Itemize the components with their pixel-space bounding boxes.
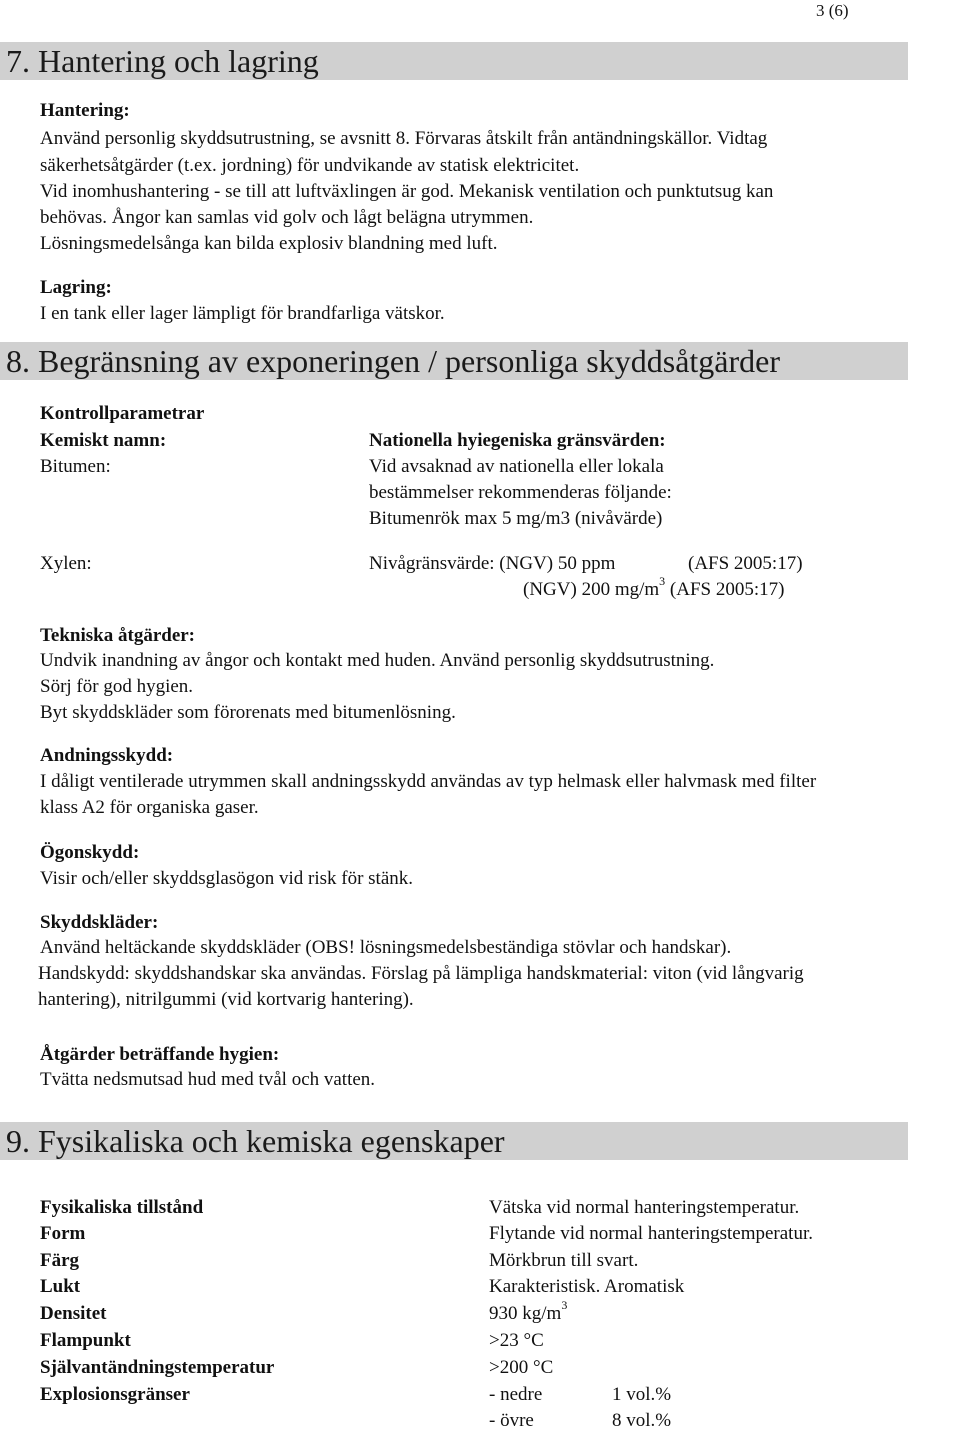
hantering-line: Använd personlig skyddsutrustning, se avsnitt 8. Förvaras åtskilt från antändningskällor. Vidtag xyxy=(40,128,768,149)
property-label: Flampunkt xyxy=(40,1330,131,1351)
bitumen-line: bestämmelser rekommenderas följande: xyxy=(369,482,672,503)
property-value: Mörkbrun till svart. xyxy=(489,1250,639,1271)
bitumen-line: Vid avsaknad av nationella eller lokala xyxy=(369,456,664,477)
property-label: Explosionsgränser xyxy=(40,1384,190,1405)
hantering-line: Lösningsmedelsånga kan bilda explosiv blandning med luft. xyxy=(40,233,498,254)
property-label: Densitet xyxy=(40,1303,107,1324)
hygien-heading: Åtgärder beträffande hygien: xyxy=(40,1044,280,1065)
lagring-text: I en tank eller lager lämpligt för brandfarliga vätskor. xyxy=(40,303,445,324)
explosion-upper-value: 8 vol.% xyxy=(612,1410,672,1431)
skydd-line: Använd heltäckande skyddskläder (OBS! lösningsmedelsbeständiga stövlar och handskar). xyxy=(40,937,732,958)
andning-line: klass A2 för organiska gaser. xyxy=(40,797,259,818)
lagring-heading: Lagring: xyxy=(40,277,112,298)
skydd-heading: Skyddskläder: xyxy=(40,912,159,933)
tekniska-line: Undvik inandning av ångor och kontakt med huden. Använd personlig skyddsutrustning. xyxy=(40,650,715,671)
property-label: Lukt xyxy=(40,1276,81,1297)
property-label: Form xyxy=(40,1223,86,1244)
property-value: Vätska vid normal hanteringstemperatur. xyxy=(489,1197,800,1218)
xylen-afs-1: (AFS 2005:17) xyxy=(688,553,803,574)
tekniska-line: Byt skyddskläder som förorenats med bitumenlösning. xyxy=(40,702,456,723)
explosion-upper-label: - övre xyxy=(489,1410,534,1431)
section-9-title: 9. Fysikaliska och kemiska egenskaper xyxy=(6,1123,505,1159)
skydd-line: Handskydd: skyddshandskar ska användas. Förslag på lämpliga handskmaterial: viton (vid långvarig xyxy=(38,963,804,984)
section-7-title: 7. Hantering och lagring xyxy=(6,43,319,79)
property-value: >23 °C xyxy=(489,1330,544,1351)
property-label: Fysikaliska tillstånd xyxy=(40,1197,204,1218)
hantering-line: Vid inomhushantering - se till att luftväxlingen är god. Mekanisk ventilation och punktutsug kan xyxy=(40,181,774,202)
hygien-text: Tvätta nedsmutsad hud med tvål och vatten. xyxy=(40,1069,376,1090)
section-8-title: 8. Begränsning av exponeringen / personliga skyddsåtgärder xyxy=(6,343,781,379)
ogon-heading: Ögonskydd: xyxy=(40,842,140,863)
page-number: 3 (6) xyxy=(816,1,849,20)
hantering-line: behövas. Ångor kan samlas vid golv och lågt belägna utrymmen. xyxy=(40,207,534,228)
hantering-line: säkerhetsåtgärder (t.ex. jordning) för undvikande av statisk elektricitet. xyxy=(40,155,580,176)
property-value: 930 $kg/m^3$ xyxy=(489,1298,568,1324)
xylen-ngv-ppm: Nivågränsvärde: (NGV) 50 ppm xyxy=(369,553,616,574)
xylen-label: Xylen: xyxy=(40,553,92,574)
bitumen-label: Bitumen: xyxy=(40,456,111,477)
xylen-ngv-mg: (NGV) 200 $mg/m^3$ (AFS 2005:17) xyxy=(523,574,785,600)
kemiskt-namn-label: Kemiskt namn: xyxy=(40,430,167,451)
bitumen-line: Bitumenrök max 5 mg/m3 (nivåvärde) xyxy=(369,508,663,529)
property-label: Självantändningstemperatur xyxy=(40,1357,275,1378)
ogon-text: Visir och/eller skyddsglasögon vid risk för stänk. xyxy=(40,868,414,889)
kontroll-heading: Kontrollparametrar xyxy=(40,403,205,424)
property-value: >200 °C xyxy=(489,1357,554,1378)
skydd-line: hantering), nitrilgummi (vid kortvarig hantering). xyxy=(38,989,414,1010)
andning-heading: Andningsskydd: xyxy=(40,745,174,766)
tekniska-line: Sörj för god hygien. xyxy=(40,676,194,697)
property-value: Karakteristisk. Aromatisk xyxy=(489,1276,685,1297)
hantering-heading: Hantering: xyxy=(40,100,130,121)
explosion-lower-value: 1 vol.% xyxy=(612,1384,672,1405)
tekniska-heading: Tekniska åtgärder: xyxy=(40,625,196,646)
gransvarden-label: Nationella hyiegeniska gränsvärden: xyxy=(369,430,666,451)
explosion-lower-label: - nedre xyxy=(489,1384,543,1405)
andning-line: I dåligt ventilerade utrymmen skall andningsskydd användas av typ helmask eller halvmask med filter xyxy=(40,771,817,792)
property-value: Flytande vid normal hanteringstemperatur. xyxy=(489,1223,813,1244)
property-label: Färg xyxy=(40,1250,80,1271)
